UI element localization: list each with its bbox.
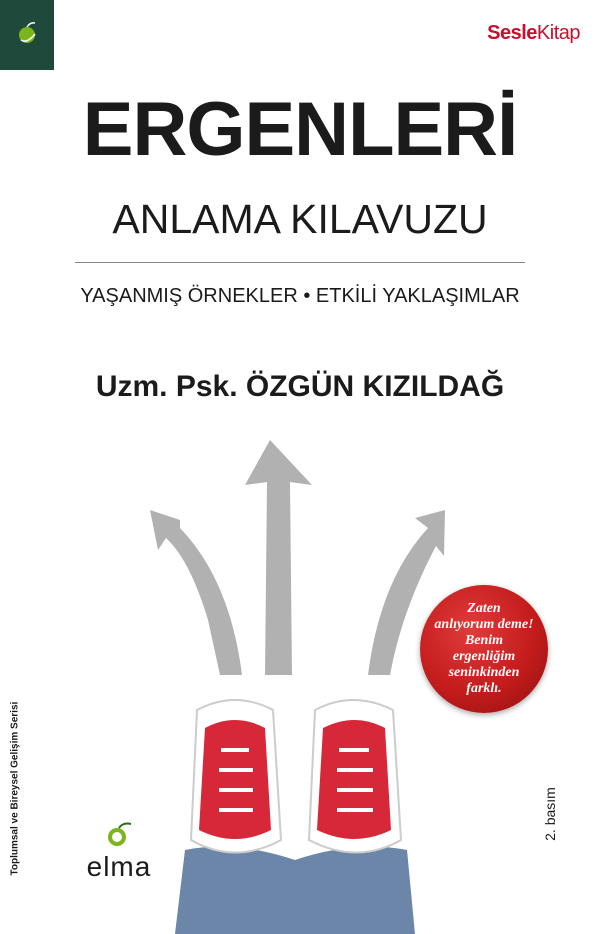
book-author: Uzm. Psk. ÖZGÜN KIZILDAĞ	[95, 370, 505, 403]
promo-badge	[420, 585, 548, 713]
badge-line: farklı.	[466, 681, 502, 696]
series-name: Toplumsal ve Bireysel Gelişim Serisi	[9, 701, 21, 876]
left-sneaker-icon	[191, 700, 281, 853]
badge-line: anlıyorum deme!	[434, 617, 534, 632]
brand-sesle: Sesle	[487, 22, 537, 44]
brand-kitap: Kitap	[536, 22, 580, 44]
right-sneaker-icon	[309, 700, 401, 853]
apple-icon	[103, 822, 135, 848]
badge-line: seninkinden	[448, 665, 520, 680]
badge-line: Zaten	[467, 601, 501, 616]
sneakers-illustration	[175, 690, 415, 934]
left-arrow-icon	[150, 510, 242, 675]
apple-icon	[13, 20, 41, 48]
jeans-shape	[175, 847, 415, 934]
divider	[75, 262, 525, 263]
elma-wordmark: elma	[86, 851, 152, 882]
elma-publisher-logo	[84, 822, 154, 881]
book-subtitle: ANLAMA KILAVUZU	[112, 196, 488, 242]
book-title: ERGENLERİ	[82, 87, 518, 172]
corner-logo-mark	[0, 0, 54, 70]
sesle-kitap-logo	[487, 22, 580, 45]
center-arrow-icon	[245, 440, 312, 675]
promo-badge-text	[434, 601, 534, 697]
edition-label: 2. basım	[541, 787, 558, 841]
badge-line: Benim ergenliğim	[452, 633, 516, 664]
book-tagline: YAŞANMIŞ ÖRNEKLER • ETKİLİ YAKLAŞIMLAR	[80, 285, 520, 307]
